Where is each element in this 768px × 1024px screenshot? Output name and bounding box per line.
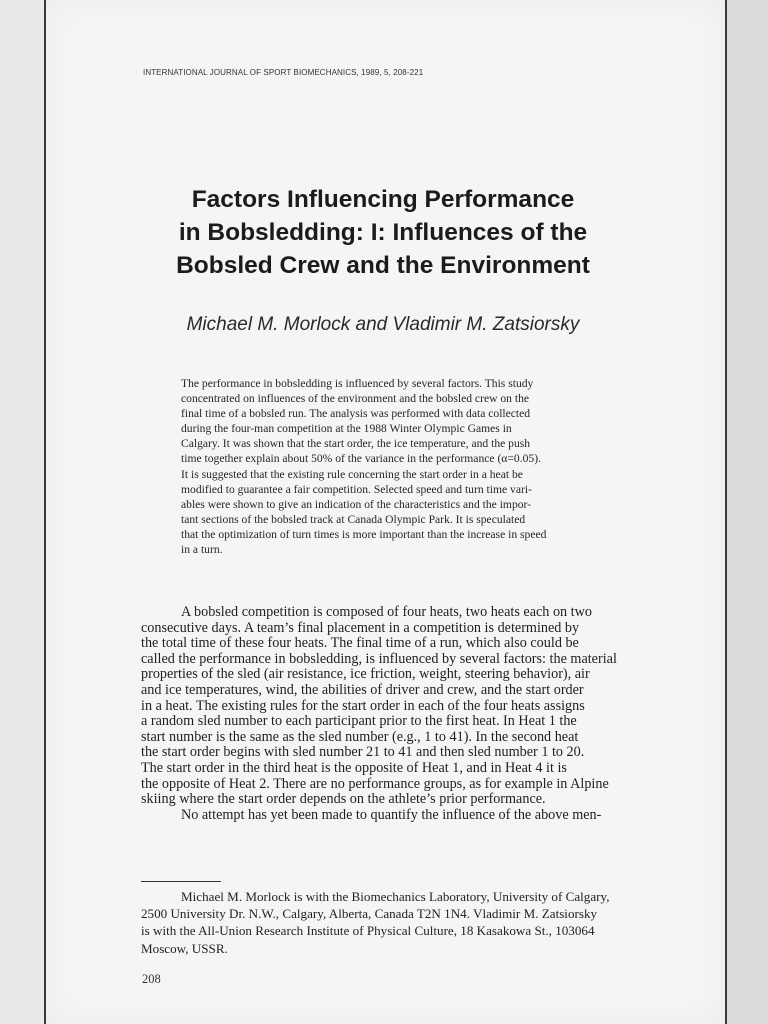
abstract-line: Calgary. It was shown that the start order, the ice temperature, and the push <box>181 437 531 451</box>
body-line: No attempt has yet been made to quantify the influence of the above men- <box>181 806 602 823</box>
body-line: called the performance in bobsledding, is influenced by several factors: the material <box>141 650 617 667</box>
page-left-edge <box>44 0 46 1024</box>
abstract-line: during the four-man competition at the 1988 Winter Olympic Games in <box>181 422 512 436</box>
abstract-line: ables were shown to give an indication of the characteristics and the impor- <box>181 497 532 511</box>
footnote-line: is with the All-Union Research Institute of Physical Culture, 18 Kasakowa St., 103064 <box>141 923 595 939</box>
scan-margin <box>727 0 768 1024</box>
body-text <box>141 605 682 823</box>
running-head: INTERNATIONAL JOURNAL OF SPORT BIOMECHANICS, 1989, 5, 208-221 <box>143 68 424 77</box>
abstract-line: that the optimization of turn times is more important than the increase in speed <box>181 527 547 541</box>
abstract-line: It is suggested that the existing rule concerning the start order in a heat be <box>181 467 523 481</box>
body-line: skiing where the start order depends on the athlete’s prior performance. <box>141 791 546 808</box>
abstract-line: modified to guarantee a fair competition. Selected speed and turn time vari- <box>181 482 532 496</box>
page-number: 208 <box>142 972 161 986</box>
title-line: in Bobsledding: I: Influences of the <box>178 219 588 246</box>
abstract <box>181 376 601 557</box>
body-line: properties of the sled (air resistance, ice friction, weight, steering behavior), air <box>141 666 590 683</box>
body-line: and ice temperatures, wind, the abilities of driver and crew, and the start order <box>141 681 584 698</box>
title-line: Factors Influencing Performance <box>191 186 575 213</box>
abstract-line: time together explain about 50% of the variance in the performance (α=0.05). <box>181 452 541 466</box>
abstract-line: The performance in bobsledding is influenced by several factors. This study <box>181 377 534 390</box>
body-line: in a heat. The existing rules for the start order in each of the four heats assigns <box>141 697 585 714</box>
footnote-line: Michael M. Morlock is with the Biomechanics Laboratory, University of Calgary, <box>181 889 610 904</box>
body-line: consecutive days. A team’s final placement in a competition is determined by <box>141 619 580 636</box>
abstract-line: tant sections of the bobsled track at Canada Olympic Park. It is speculated <box>181 512 526 526</box>
abstract-line: in a turn. <box>181 543 223 557</box>
author-line: Michael M. Morlock and Vladimir M. Zatsiorsky <box>186 314 580 335</box>
body-line: the total time of these four heats. The final time of a run, which also could be <box>141 635 579 652</box>
body-line: start number is the same as the sled number (e.g., 1 to 41). In the second heat <box>141 728 579 745</box>
abstract-line: final time of a bobsled run. The analysis was performed with data collected <box>181 407 531 421</box>
body-line: A bobsled competition is composed of four heats, two heats each on two <box>181 604 592 620</box>
body-line: a random sled number to each participant prior to the first heat. In Heat 1 the <box>141 713 577 730</box>
title-line: Bobsled Crew and the Environment <box>176 252 590 279</box>
footnote <box>141 888 682 957</box>
abstract-line: concentrated on influences of the environment and the bobsled crew on the <box>181 392 530 406</box>
body-line: the start order begins with sled number 21 to 41 and then sled number 1 to 20. <box>141 744 585 761</box>
footnote-line: 2500 University Dr. N.W., Calgary, Alberta, Canada T2N 1N4. Vladimir M. Zatsiorsky <box>141 906 598 922</box>
footnote-rule <box>141 881 221 882</box>
body-line: the opposite of Heat 2. There are no performance groups, as for example in Alpine <box>141 775 609 792</box>
paper-title <box>100 183 666 282</box>
body-line: The start order in the third heat is the opposite of Heat 1, and in Heat 4 it is <box>141 759 567 776</box>
footnote-line: Moscow, USSR. <box>141 940 228 956</box>
